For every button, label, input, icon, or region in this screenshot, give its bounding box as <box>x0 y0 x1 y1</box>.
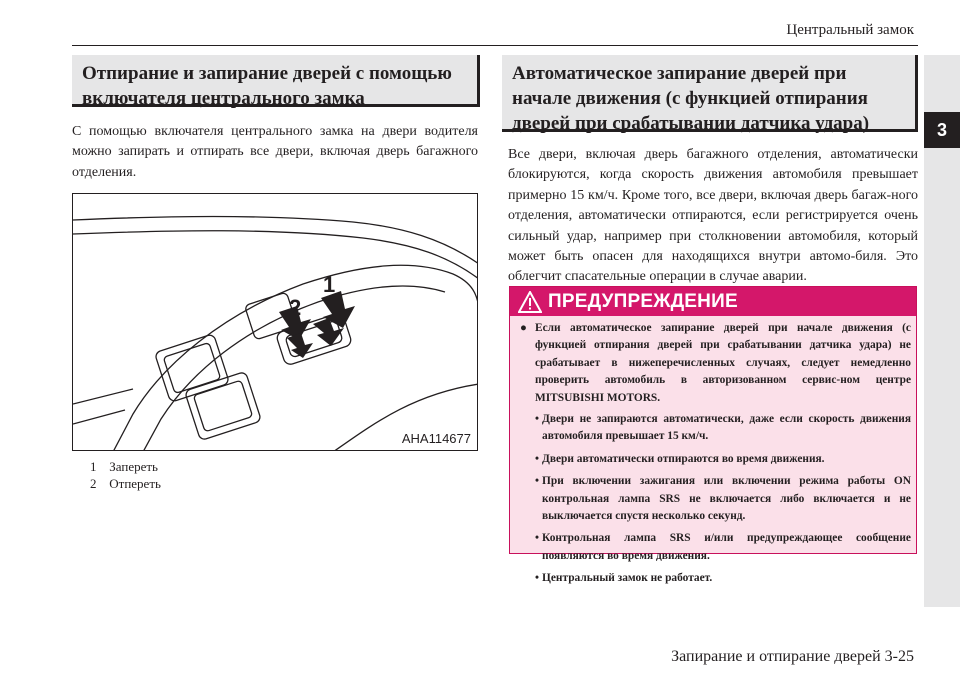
warning-sub-text: При включении зажигания или включении режима работы ON контрольная лампа SRS не включается либо включается и не выключается спустя несколько секунд. <box>542 475 911 523</box>
armrest-outline <box>113 265 478 451</box>
bullet: • <box>535 532 539 545</box>
warning-sub-item <box>520 451 911 468</box>
bullet: • <box>535 475 539 488</box>
window-switch-1 <box>154 334 229 403</box>
callout-1: 1 <box>323 272 336 297</box>
paragraph-central-lock-switch: С помощью включателя центрального замка на двери водителя можно запирать и отпирать все двери, включая дверь багажного отделения. <box>72 124 478 180</box>
warning-sub-item <box>520 473 911 525</box>
warning-sub-text: Двери не запираются автоматически, даже если скорость движения автомобиля превышает 15 км/ч. <box>542 413 911 443</box>
warning-title: ПРЕДУПРЕЖДЕНИЕ <box>548 290 738 312</box>
warning-sub-item <box>520 570 911 587</box>
legend-item-lock <box>90 458 161 475</box>
warning-sub-item <box>520 411 911 446</box>
legend-text: Отпереть <box>109 476 161 491</box>
window-switch-1-inner <box>163 343 220 394</box>
warning-sub-item <box>520 530 911 565</box>
warning-sub-text: Двери автоматически отпираются во время движения. <box>542 452 825 465</box>
section-heading-auto-lock: Автоматическое запирание дверей при начале движения (с функцией отпирания дверей при срабатывании датчика удара) <box>502 55 918 132</box>
door-panel-inner-edge <box>73 231 478 279</box>
legend-number: 2 <box>90 476 97 491</box>
header-rule <box>72 45 918 46</box>
callout-2: 2 <box>289 295 302 320</box>
chapter-tab: 3 <box>924 112 960 148</box>
bullet-dot: ● <box>520 322 527 334</box>
legend-text: Запереть <box>109 459 158 474</box>
door-panel-upper-edge <box>73 217 478 265</box>
warning-sub-text: Контрольная лампа SRS и/или предупреждающее сообщение появляются во время движения. <box>542 532 911 562</box>
running-header: Центральный замок <box>786 22 914 38</box>
warning-body <box>510 316 916 588</box>
window-switch-2-inner <box>193 380 252 432</box>
section-heading-central-lock-switch: Отпирание и запирание дверей с помощью включателя центрального замка <box>72 55 480 107</box>
lock-arrow <box>313 291 355 346</box>
warning-sub-text: Центральный замок не работает. <box>542 572 713 585</box>
bullet: • <box>535 572 539 585</box>
legend-item-unlock <box>90 475 161 492</box>
armrest-lower-line <box>73 410 125 424</box>
figure-code: AHA114677 <box>401 431 471 446</box>
warning-box <box>509 286 917 585</box>
warning-main-text: Если автоматическое запирание дверей при начале движения (с функцией отпирания дверей при срабатывании датчика удара) не срабатывает в нижеперечисленных случаях, следует немедленно проверить автомобиль в авторизованном сервис-ном центре MITSUBISHI MOTORS. <box>535 322 911 404</box>
armrest-base-line <box>73 389 133 404</box>
paragraph-auto-lock: Все двери, включая дверь багажного отделения, автоматически блокируются, когда скорость движения автомобиля превышает примерно 15 км/ч. Кроме того, все двери, включая дверь багаж-ного отделения, автоматически отпираются, если регистрируется очень сильный удар, например при столкновении автомобиля, который может быть опасен для находящихся внутри автомо-биля. Это облегчит спасательные операции в случае аварии. <box>508 147 918 285</box>
page-footer: Запирание и отпирание дверей 3-25 <box>671 648 914 665</box>
door-switch-illustration <box>72 193 478 451</box>
bullet: • <box>535 413 539 426</box>
warning-main-item <box>520 320 911 407</box>
bullet: • <box>535 452 539 465</box>
legend-number: 1 <box>90 459 97 474</box>
door-switch-drawing <box>73 194 478 451</box>
figure-legend <box>90 458 161 492</box>
warning-triangle-icon <box>518 291 542 313</box>
warning-header <box>510 287 916 316</box>
